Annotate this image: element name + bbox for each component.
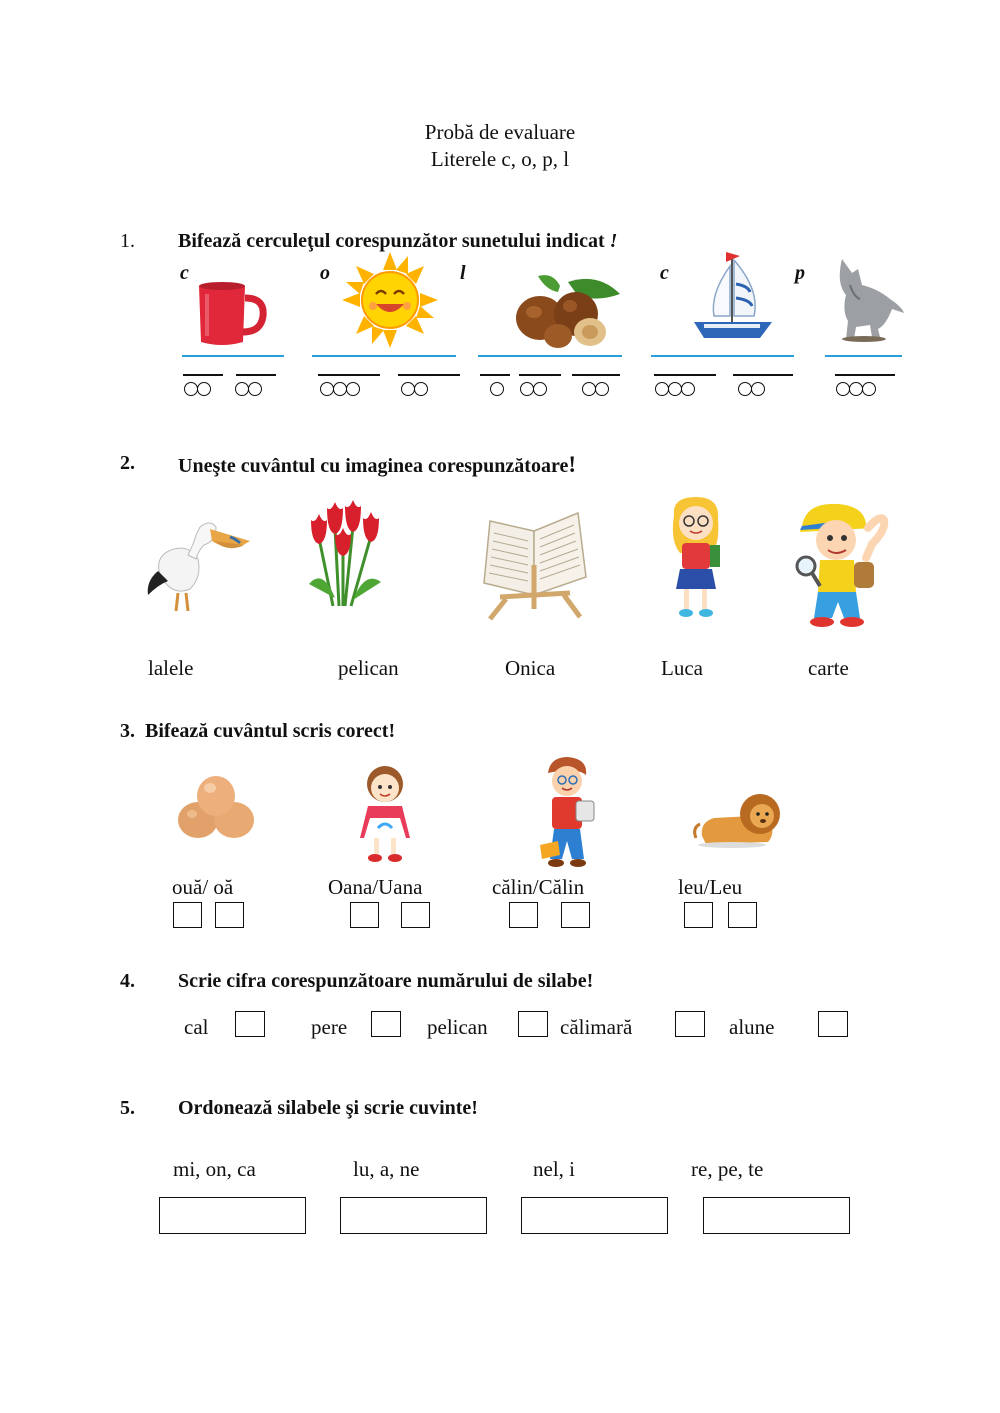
sound-circle[interactable] bbox=[414, 382, 428, 396]
syllable-count-box-3[interactable] bbox=[518, 1011, 548, 1037]
page-subtitle: Literele c, o, p, l bbox=[430, 147, 570, 171]
q5-syllables-1: mi, on, ca bbox=[173, 1157, 256, 1181]
q1-letter-3: l bbox=[460, 262, 466, 284]
mug-icon bbox=[195, 280, 270, 348]
word-answer-box-2[interactable] bbox=[340, 1197, 487, 1234]
syllable-dash bbox=[480, 374, 510, 376]
q1-blue-line-4 bbox=[651, 355, 794, 357]
q4-word-1: cal bbox=[184, 1015, 209, 1039]
q5-syllables-4: re, pe, te bbox=[691, 1157, 764, 1181]
sound-circle[interactable] bbox=[862, 382, 876, 396]
sound-circle[interactable] bbox=[681, 382, 695, 396]
sound-circles bbox=[836, 382, 875, 396]
sound-circle[interactable] bbox=[655, 382, 669, 396]
girl-icon[interactable] bbox=[660, 493, 732, 623]
sound-circle[interactable] bbox=[320, 382, 334, 396]
sound-circle[interactable] bbox=[248, 382, 262, 396]
q3-label-2: Oana/Uana bbox=[328, 875, 423, 899]
q1-instruction: Bifează cerculeţul corespunzător sunetului indicat ! bbox=[178, 230, 618, 252]
q4-number: 4. bbox=[120, 970, 135, 992]
sun-icon bbox=[340, 252, 440, 348]
syllable-dash bbox=[835, 374, 895, 376]
q1-letter-4: c bbox=[660, 262, 669, 284]
sound-circle[interactable] bbox=[235, 382, 249, 396]
q3-checkbox-2b[interactable] bbox=[401, 902, 430, 928]
q3-checkbox-3a[interactable] bbox=[509, 902, 538, 928]
sailboat-icon bbox=[690, 250, 775, 350]
syllable-dash bbox=[654, 374, 716, 376]
q2-word-5[interactable]: carte bbox=[808, 656, 849, 680]
sound-circles bbox=[490, 382, 503, 396]
q4-word-4: călimară bbox=[560, 1015, 633, 1039]
sound-circles bbox=[520, 382, 546, 396]
q5-instruction: Ordonează silabele şi scrie cuvinte! bbox=[178, 1097, 478, 1119]
q1-letter-5: p bbox=[795, 262, 805, 284]
q5-syllables-2: lu, a, ne bbox=[353, 1157, 420, 1181]
sound-circle[interactable] bbox=[582, 382, 596, 396]
q3-checkbox-4a[interactable] bbox=[684, 902, 713, 928]
q1-number: 1. bbox=[120, 230, 135, 252]
wolf-icon bbox=[828, 255, 908, 343]
sound-circles bbox=[320, 382, 359, 396]
word-answer-box-1[interactable] bbox=[159, 1197, 306, 1234]
q3-checkbox-4b[interactable] bbox=[728, 902, 757, 928]
syllable-count-box-5[interactable] bbox=[818, 1011, 848, 1037]
sound-circle[interactable] bbox=[520, 382, 534, 396]
word-answer-box-3[interactable] bbox=[521, 1197, 668, 1234]
sound-circle[interactable] bbox=[197, 382, 211, 396]
sound-circle[interactable] bbox=[533, 382, 547, 396]
sound-circle[interactable] bbox=[836, 382, 850, 396]
q3-checkbox-2a[interactable] bbox=[350, 902, 379, 928]
sound-circle[interactable] bbox=[738, 382, 752, 396]
q1-blue-line-5 bbox=[825, 355, 902, 357]
sound-circles bbox=[738, 382, 764, 396]
q2-word-1[interactable]: lalele bbox=[148, 656, 194, 680]
eggs-icon bbox=[170, 770, 262, 844]
sound-circle[interactable] bbox=[490, 382, 504, 396]
q2-word-2[interactable]: pelican bbox=[338, 656, 399, 680]
sound-circle[interactable] bbox=[595, 382, 609, 396]
syllable-dash bbox=[236, 374, 276, 376]
sound-circles bbox=[235, 382, 261, 396]
sound-circle[interactable] bbox=[346, 382, 360, 396]
q4-word-3: pelican bbox=[427, 1015, 488, 1039]
q4-word-5: alune bbox=[729, 1015, 775, 1039]
pelican-icon[interactable] bbox=[140, 515, 252, 615]
q4-word-2: pere bbox=[311, 1015, 348, 1039]
girl-small-icon bbox=[352, 762, 418, 866]
syllable-dash bbox=[733, 374, 793, 376]
explorer-boy-icon[interactable] bbox=[788, 500, 896, 632]
sound-circles bbox=[184, 382, 210, 396]
word-answer-box-4[interactable] bbox=[703, 1197, 850, 1234]
q1-letter-1: c bbox=[180, 262, 189, 284]
sound-circle[interactable] bbox=[333, 382, 347, 396]
boy-icon bbox=[536, 755, 600, 875]
q1-blue-line-2 bbox=[312, 355, 456, 357]
book-icon[interactable] bbox=[470, 495, 598, 623]
syllable-count-box-4[interactable] bbox=[675, 1011, 705, 1037]
q1-letter-2: o bbox=[320, 262, 330, 284]
syllable-dash bbox=[519, 374, 561, 376]
q1-blue-line-1 bbox=[182, 355, 284, 357]
q3-checkbox-1a[interactable] bbox=[173, 902, 202, 928]
lion-icon bbox=[692, 792, 786, 850]
q3-label-3: călin/Călin bbox=[492, 875, 585, 899]
q2-word-4[interactable]: Luca bbox=[661, 656, 703, 680]
q3-instruction: 3. Bifează cuvântul scris corect! bbox=[120, 720, 396, 742]
q3-checkbox-3b[interactable] bbox=[561, 902, 590, 928]
q1-blue-line-3 bbox=[478, 355, 622, 357]
sound-circle[interactable] bbox=[668, 382, 682, 396]
syllable-dash bbox=[318, 374, 380, 376]
q2-number: 2. bbox=[120, 452, 135, 474]
syllable-dash bbox=[572, 374, 620, 376]
sound-circle[interactable] bbox=[751, 382, 765, 396]
q5-number: 5. bbox=[120, 1097, 135, 1119]
sound-circles bbox=[401, 382, 427, 396]
sound-circle[interactable] bbox=[184, 382, 198, 396]
sound-circle[interactable] bbox=[401, 382, 415, 396]
q4-instruction: Scrie cifra corespunzătoare numărului de silabe! bbox=[178, 970, 594, 992]
q2-instruction: Uneşte cuvântul cu imaginea corespunzătoare! bbox=[178, 452, 577, 477]
sound-circles bbox=[655, 382, 694, 396]
sound-circle[interactable] bbox=[849, 382, 863, 396]
syllable-count-box-1[interactable] bbox=[235, 1011, 265, 1037]
q3-label-4: leu/Leu bbox=[678, 875, 743, 899]
q5-syllables-3: nel, i bbox=[533, 1157, 575, 1181]
q3-checkbox-1b[interactable] bbox=[215, 902, 244, 928]
page-title: Probă de evaluare bbox=[424, 120, 576, 144]
tulips-icon[interactable] bbox=[305, 498, 387, 608]
sound-circles bbox=[582, 382, 608, 396]
syllable-dash bbox=[183, 374, 223, 376]
q2-word-3[interactable]: Onica bbox=[505, 656, 556, 680]
syllable-count-box-2[interactable] bbox=[371, 1011, 401, 1037]
syllable-dash bbox=[398, 374, 460, 376]
q3-label-1: ouă/ oă bbox=[172, 875, 234, 899]
hazelnuts-icon bbox=[498, 272, 623, 350]
